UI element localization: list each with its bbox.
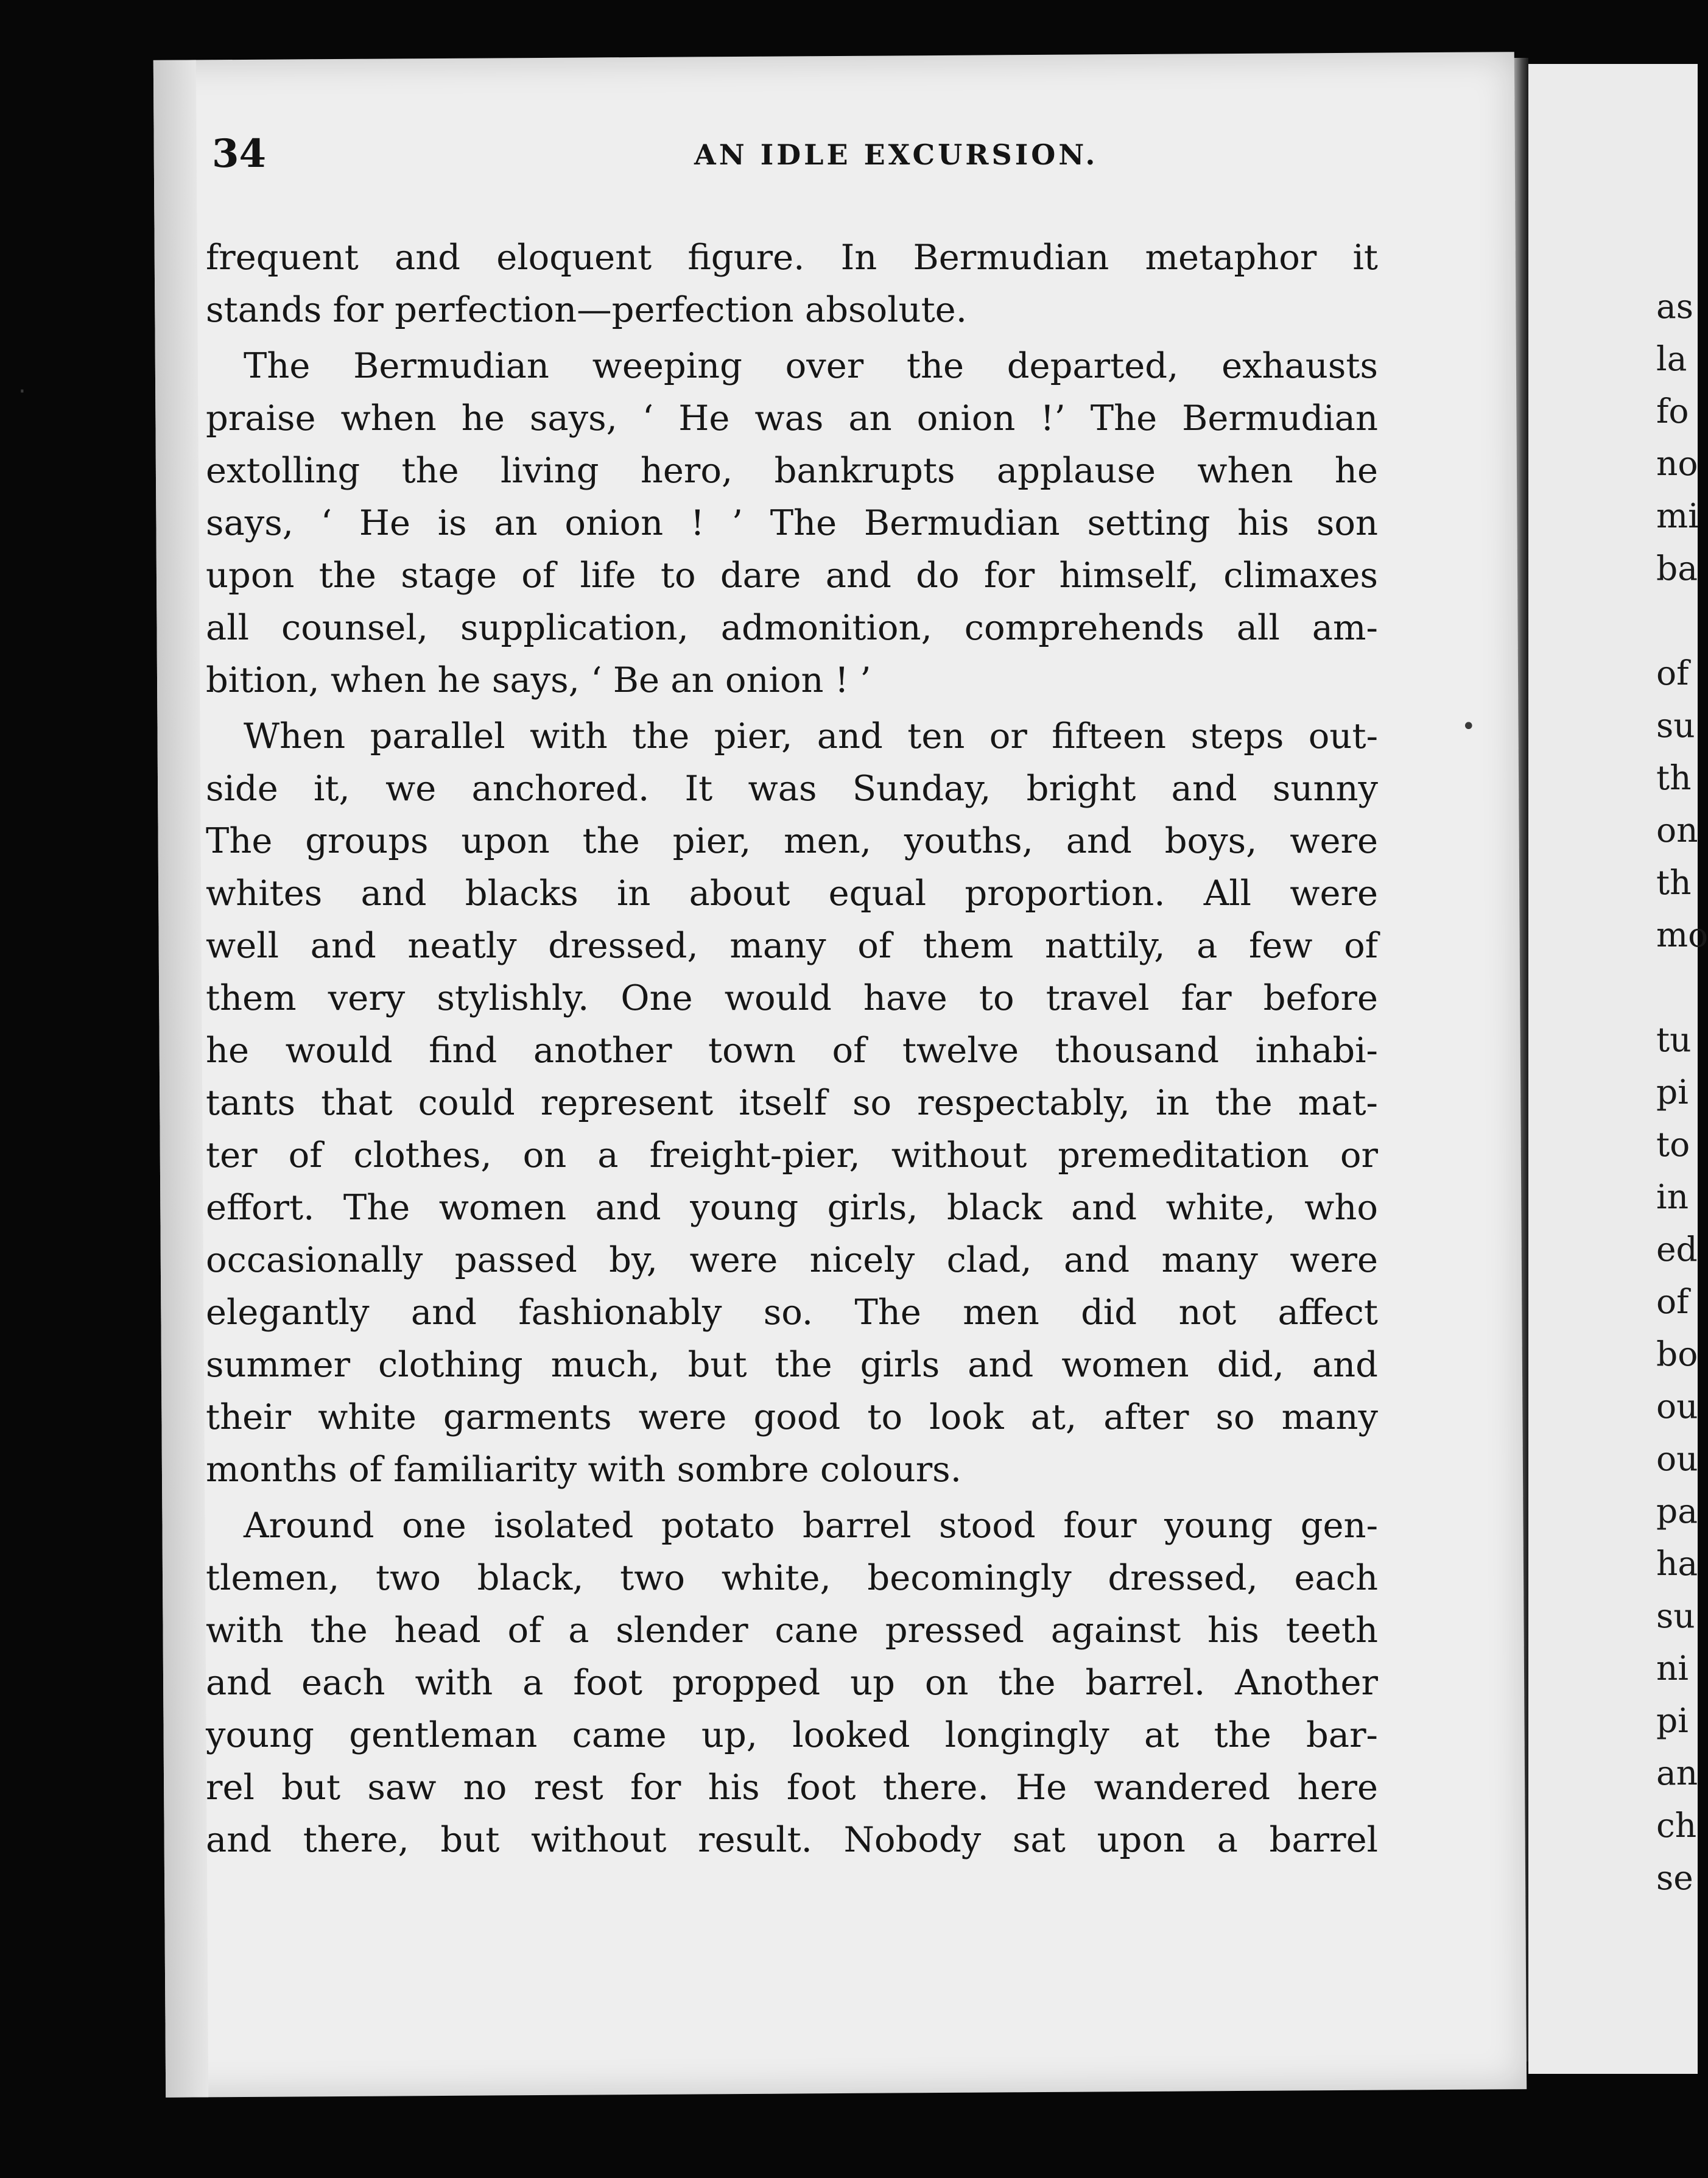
fragment-line: mo <box>1656 915 1708 954</box>
fragment-line: of <box>1656 1282 1689 1321</box>
fragment-line: of <box>1656 654 1689 693</box>
text-line: whites and blacks in about equal proportion. All were <box>206 873 1378 914</box>
fragment-line: th <box>1656 863 1692 902</box>
fragment-line <box>1656 961 1705 1013</box>
fragment-line: pi <box>1656 1073 1689 1112</box>
fragment-line: pi <box>1656 1701 1689 1740</box>
fragment-line: su <box>1656 706 1695 745</box>
text-line: all counsel, supplication, admonition, comprehends all am- <box>206 607 1378 648</box>
text-line: effort. The women and young girls, black and white, who <box>206 1187 1378 1228</box>
fragment-line: tu <box>1656 1020 1692 1059</box>
fragment-line: la <box>1656 339 1687 378</box>
fragment-line: bo <box>1656 1334 1698 1373</box>
text-line: young gentleman came up, looked longingly at the bar- <box>206 1715 1378 1755</box>
scan-speck: • <box>1461 713 1476 741</box>
text-line: frequent and eloquent figure. In Bermudian metaphor it <box>206 237 1378 278</box>
fragment-line: th <box>1656 758 1692 797</box>
fragment-line: on <box>1656 811 1698 850</box>
fragment-line: in <box>1656 1177 1689 1216</box>
text-line: occasionally passed by, were nicely clad, and many were <box>206 1239 1378 1280</box>
text-line: When parallel with the pier, and ten or fifteen steps out- <box>244 716 1378 756</box>
fragment-line: no <box>1656 444 1698 483</box>
text-line: elegantly and fashionably so. The men did not affect <box>206 1292 1378 1333</box>
text-line: side it, we anchored. It was Sunday, bright and sunny <box>206 768 1378 809</box>
text-line: summer clothing much, but the girls and women did, and <box>206 1344 1378 1385</box>
page-header <box>0 131 1698 216</box>
body-text <box>206 231 1378 1866</box>
text-line: tants that could represent itself so respectably, in the mat- <box>206 1082 1378 1123</box>
text-line: well and neatly dressed, many of them nattily, a few of <box>206 925 1378 966</box>
text-line: stands for perfection—perfection absolute. <box>206 289 967 330</box>
running-head: AN IDLE EXCURSION. <box>694 138 1098 171</box>
text-line: months of familiarity with sombre colours. <box>206 1449 961 1490</box>
text-line: upon the stage of life to dare and do for himself, climaxes <box>206 555 1378 596</box>
fragment-line: ed <box>1656 1230 1698 1269</box>
fragment-line: ch <box>1656 1806 1697 1845</box>
fragment-line: ni <box>1656 1649 1689 1688</box>
text-line: with the head of a slender cane pressed against his teeth <box>206 1610 1378 1651</box>
text-line: their white garments were good to look at, after so many <box>206 1397 1378 1437</box>
adjacent-page-text <box>1656 280 1708 1904</box>
text-line: Around one isolated potato barrel stood four young gen- <box>244 1505 1378 1546</box>
text-line: rel but saw no rest for his foot there. He wandered here <box>206 1767 1378 1808</box>
page-number: 34 <box>212 131 267 177</box>
fragment-line: an <box>1656 1753 1698 1792</box>
scan-speck: · <box>18 378 26 406</box>
fragment-line: ba <box>1656 549 1698 588</box>
text-line: ter of clothes, on a freight-pier, without premeditation or <box>206 1135 1378 1175</box>
fragment-line: se <box>1656 1858 1693 1897</box>
text-line: The Bermudian weeping over the departed, exhausts <box>244 345 1378 386</box>
text-line: The groups upon the pier, men, youths, and boys, were <box>206 820 1378 861</box>
fragment-line: to <box>1656 1125 1690 1164</box>
text-line: and each with a foot propped up on the barrel. Another <box>206 1662 1378 1703</box>
text-line: extolling the living hero, bankrupts applause when he <box>206 450 1378 491</box>
fragment-line: ou <box>1656 1439 1698 1478</box>
fragment-line <box>1656 594 1705 647</box>
text-line: praise when he says, ‘ He was an onion !’ The Bermudian <box>206 398 1378 439</box>
fragment-line: fo <box>1656 392 1689 431</box>
fragment-line: ou <box>1656 1387 1698 1426</box>
fragment-line: mi <box>1656 496 1699 535</box>
text-line: tlemen, two black, two white, becomingly dressed, each <box>206 1557 1378 1598</box>
text-line: them very stylishly. One would have to travel far before <box>206 978 1378 1018</box>
text-line: he would find another town of twelve thousand inhabi- <box>206 1030 1378 1071</box>
fragment-line: pa <box>1656 1492 1698 1531</box>
fragment-line: su <box>1656 1596 1695 1635</box>
text-line: says, ‘ He is an onion ! ’ The Bermudian setting his son <box>206 502 1378 543</box>
fragment-line: as <box>1656 287 1694 326</box>
text-line: bition, when he says, ‘ Be an onion ! ’ <box>206 660 871 700</box>
fragment-line: ha <box>1656 1544 1698 1583</box>
text-line: and there, but without result. Nobody sat upon a barrel <box>206 1819 1378 1860</box>
